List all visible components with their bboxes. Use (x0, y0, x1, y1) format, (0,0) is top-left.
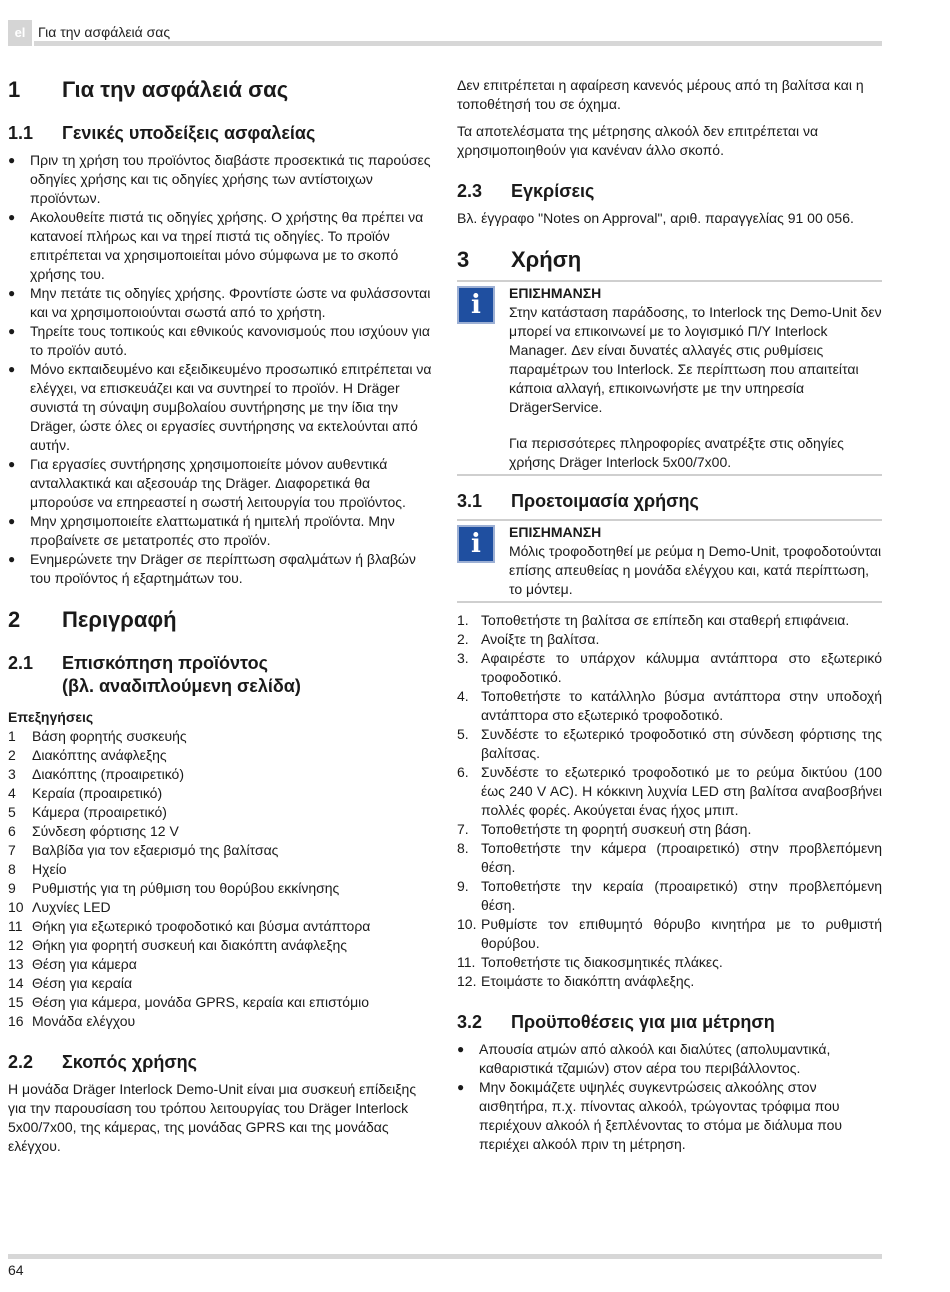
legend-text: Βάση φορητής συσκευής (32, 728, 187, 744)
list-item (457, 630, 882, 649)
list-item (457, 915, 882, 953)
legend-item (8, 993, 433, 1012)
right-column (457, 76, 882, 1154)
info-icon: i (457, 286, 495, 324)
section-number: 2.1 (8, 653, 34, 673)
section-2-3-heading (457, 180, 882, 203)
section-number: 3.2 (457, 1012, 483, 1032)
section-2-2-heading (8, 1051, 433, 1074)
measurement-requirements-list (457, 1040, 882, 1154)
notice-text: Στην κατάσταση παράδοσης, το Interlock της Demo-Unit δεν μπορεί να επικοινωνεί με το λογισμικό Π/Υ Interlock Manager. Δεν είναι δυνατές αλλαγές στις ρυθμίσεις παραμέτρων του Interlock. Σε περίπτωση που απαιτείται κάποια αλλαγή, επικοινωνήστε με την υπηρεσία DrägerService. (509, 304, 882, 415)
running-header-title: Για την ασφάλειά σας (38, 24, 171, 40)
list-item (457, 839, 882, 877)
legend-item (8, 898, 433, 917)
left-column (8, 72, 433, 1156)
preparation-steps (457, 611, 882, 991)
legend-text: Βαλβίδα για τον εξαερισμό της βαλίτσας (32, 842, 279, 858)
section-2-1-heading (8, 652, 433, 698)
legend-item (8, 746, 433, 765)
step-text: Ετοιμάστε το διακόπτη ανάφλεξης. (481, 973, 695, 989)
step-text: Ανοίξτε τη βαλίτσα. (481, 631, 600, 647)
legend-number: 14 (8, 975, 24, 991)
section-number: 1 (8, 77, 21, 102)
list-item: ● Τηρείτε τους τοπικούς και εθνικούς κανονισμούς που ισχύουν για το προϊόν αυτό. (8, 322, 433, 360)
header-rule (34, 41, 882, 46)
step-number: 4. (457, 688, 469, 704)
section-number: 2.2 (8, 1052, 34, 1072)
list-item: ● Μην δοκιμάζετε υψηλές συγκεντρώσεις αλκοόλης στον αισθητήρα, π.χ. πίνοντας αλκοόλ, τρώγοντας τρόφιμα που περιέχουν αλκοόλ ή ξεπλένοντας το στόμα με διάλυμα που περιέχει αλκοόλ πριν τη μέτρηση. (457, 1078, 882, 1154)
footer-rule (8, 1254, 882, 1259)
step-text: Τοποθετήστε τη φορητή συσκευή στη βάση. (481, 821, 752, 837)
list-item: ● Πριν τη χρήση του προϊόντος διαβάστε προσεκτικά τις παρούσες οδηγίες χρήσης και τις οδηγίες χρήσης των αντίστοιχων προϊόντων. (8, 151, 433, 208)
notice-heading: ΕΠΙΣΗΜΑΝΣΗ (509, 524, 602, 540)
list-item (457, 953, 882, 972)
section-title: Εγκρίσεις (511, 181, 595, 201)
step-number: 9. (457, 878, 469, 894)
step-number: 1. (457, 612, 469, 628)
list-item (457, 611, 882, 630)
step-text: Τοποθετήστε την κεραία (προαιρετικό) στην προβλεπόμενη θέση. (481, 878, 882, 913)
section-title: Περιγραφή (62, 607, 177, 632)
legend-list (8, 727, 433, 1031)
section-number: 3 (457, 247, 470, 272)
legend-text: Θήκη για εξωτερικό τροφοδοτικό και βύσμα αντάπτορα (32, 918, 371, 934)
section-title: Χρήση (511, 247, 582, 272)
legend-item (8, 879, 433, 898)
legend-number: 13 (8, 956, 24, 972)
legend-text: Θέση για κάμερα (32, 956, 137, 972)
legend-number: 12 (8, 937, 24, 953)
legend-number: 6 (8, 823, 16, 839)
step-text: Τοποθετήστε το κατάλληλο βύσμα αντάπτορα στην υποδοχή αντάπτορα στο εξωτερικό τροφοδοτικό. (481, 688, 882, 723)
intended-use-paragraph: Η μονάδα Dräger Interlock Demo-Unit είναι μια συσκευή επίδειξης για την παρουσίαση του τρόπου λειτουργίας του Dräger Interlock 5x00/7x00, της κάμερας, της μονάδας GPRS και της μονάδας ελέγχου. (8, 1081, 417, 1154)
section-title-line: (βλ. αναδιπλούμενη σελίδα) (62, 676, 301, 696)
step-number: 6. (457, 764, 469, 780)
legend-text: Θέση για κεραία (32, 975, 133, 991)
notice-box (457, 280, 882, 476)
section-2-heading (8, 606, 433, 634)
step-number: 5. (457, 726, 469, 742)
legend-number: 10 (8, 899, 24, 915)
section-3-1-heading (457, 490, 882, 513)
list-item (457, 725, 882, 763)
section-3-2-heading (457, 1011, 882, 1034)
legend-number: 5 (8, 804, 16, 820)
legend-item (8, 765, 433, 784)
step-number: 3. (457, 650, 469, 666)
legend-heading: Επεξηγήσεις (8, 709, 94, 725)
list-item (457, 972, 882, 991)
intended-use-paragraph: Τα αποτελέσματα της μέτρησης αλκοόλ δεν επιτρέπεται να χρησιμοποιηθούν για κανέναν άλλο σκοπό. (457, 123, 819, 158)
page-number: 64 (8, 1262, 24, 1278)
legend-number: 7 (8, 842, 16, 858)
legend-number: 1 (8, 728, 16, 744)
step-text: Τοποθετήστε την κάμερα (προαιρετικό) στην προβλεπόμενη θέση. (481, 840, 882, 875)
legend-number: 4 (8, 785, 16, 801)
step-text: Τοποθετήστε τη βαλίτσα σε επίπεδη και σταθερή επιφάνεια. (481, 612, 850, 628)
section-title: Προϋποθέσεις για μια μέτρηση (511, 1012, 775, 1032)
step-number: 2. (457, 631, 469, 647)
step-number: 12. (457, 973, 477, 989)
section-1-1-heading (8, 122, 433, 145)
legend-item (8, 803, 433, 822)
list-item (457, 763, 882, 820)
legend-text: Διακόπτης (προαιρετικό) (32, 766, 184, 782)
step-number: 8. (457, 840, 469, 856)
legend-item (8, 955, 433, 974)
legend-number: 16 (8, 1013, 24, 1029)
legend-item (8, 784, 433, 803)
list-item: ● Μην πετάτε τις οδηγίες χρήσης. Φροντίστε ώστε να φυλάσσονται και να χρησιμοποιούνται σωστά από το χρήστη. (8, 284, 433, 322)
section-title-line: Επισκόπηση προϊόντος (62, 653, 268, 673)
section-3-heading (457, 246, 882, 274)
list-item: ● Μην χρησιμοποιείτε ελαττωματικά ή ημιτελή προϊόντα. Μην προβαίνετε σε μετατροπές στο προϊόν. (8, 512, 433, 550)
legend-number: 15 (8, 994, 24, 1010)
legend-item (8, 974, 433, 993)
legend-text: Μονάδα ελέγχου (32, 1013, 136, 1029)
list-item: ● Απουσία ατμών από αλκοόλ και διαλύτες (απολυμαντικά, καθαριστικά τζαμιών) στον αέρα του περιβάλλοντος. (457, 1040, 882, 1078)
intended-use-paragraph: Δεν επιτρέπεται η αφαίρεση κανενός μέρους από τη βαλίτσα και η τοποθέτησή του σε όχημα. (457, 77, 864, 112)
legend-number: 2 (8, 747, 16, 763)
step-number: 7. (457, 821, 469, 837)
legend-number: 8 (8, 861, 16, 877)
legend-item (8, 822, 433, 841)
step-text: Συνδέστε το εξωτερικό τροφοδοτικό στη σύνδεση φόρτισης της βαλίτσας. (481, 726, 882, 761)
section-number: 1.1 (8, 123, 34, 143)
list-item (457, 687, 882, 725)
legend-text: Ηχείο (32, 861, 67, 877)
list-item: ● Ακολουθείτε πιστά τις οδηγίες χρήσης. Ο χρήστης θα πρέπει να κατανοεί πλήρως και να τηρεί πιστά τις οδηγίες. Το προϊόν επιτρέπεται να χρησιμοποιείται μόνο σύμφωνα με το σκοπό χρήσης του. (8, 208, 433, 284)
list-item: ● Για εργασίες συντήρησης χρησιμοποιείτε μόνον αυθεντικά ανταλλακτικά και αξεσουάρ της Dräger. Διαφορετικά θα μπορούσε να επηρεαστεί η σωστή λειτουργία του προϊόντος. (8, 455, 433, 512)
step-text: Αφαιρέστε το υπάρχον κάλυμμα αντάπτορα στο εξωτερικό τροφοδοτικό. (481, 650, 882, 685)
notice-body (509, 523, 882, 599)
step-text: Συνδέστε το εξωτερικό τροφοδοτικό με το ρεύμα δικτύου (100 έως 240 V AC). Η κόκκινη λυχνία LED στη βαλίτσα αναβοσβήνει πολλές φορές. Ακούγεται ένας ήχος μπιπ. (481, 764, 882, 818)
notice-body (509, 284, 882, 472)
section-title: Σκοπός χρήσης (62, 1052, 198, 1072)
legend-item (8, 727, 433, 746)
list-item (457, 820, 882, 839)
safety-instructions-list (8, 151, 433, 588)
legend-text: Διακόπτης ανάφλεξης (32, 747, 167, 763)
legend-text: Λυχνίες LED (32, 899, 111, 915)
section-title: Προετοιμασία χρήσης (511, 491, 699, 511)
notice-heading: ΕΠΙΣΗΜΑΝΣΗ (509, 285, 602, 301)
list-item: ● Ενημερώνετε την Dräger σε περίπτωση σφαλμάτων ή βλαβών του προϊόντος ή εξαρτημάτων του. (8, 550, 433, 588)
info-icon: i (457, 525, 495, 563)
approvals-paragraph: Βλ. έγγραφο "Notes on Approval", αριθ. παραγγελίας 91 00 056. (457, 210, 854, 226)
step-number: 10. (457, 916, 477, 932)
legend-item (8, 860, 433, 879)
legend-text: Ρυθμιστής για τη ρύθμιση του θορύβου εκκίνησης (32, 880, 340, 896)
section-1-heading (8, 76, 433, 104)
list-item (457, 649, 882, 687)
legend-text: Θήκη για φορητή συσκευή και διακόπτη ανάφλεξης (32, 937, 348, 953)
legend-text: Σύνδεση φόρτισης 12 V (32, 823, 179, 839)
step-text: Ρυθμίστε τον επιθυμητό θόρυβο κινητήρα με το ρυθμιστή θορύβου. (481, 916, 882, 951)
section-number: 2 (8, 607, 21, 632)
section-title (62, 652, 301, 698)
section-title: Γενικές υποδείξεις ασφαλείας (62, 123, 316, 143)
legend-text: Θέση για κάμερα, μονάδα GPRS, κεραία και επιστόμιο (32, 994, 370, 1010)
step-text: Τοποθετήστε τις διακοσμητικές πλάκες. (481, 954, 723, 970)
legend-item (8, 936, 433, 955)
notice-text: Για περισσότερες πληροφορίες ανατρέξτε στις οδηγίες χρήσης Dräger Interlock 5x00/7x00. (509, 435, 844, 470)
legend-number: 9 (8, 880, 16, 896)
list-item: ● Μόνο εκπαιδευμένο και εξειδικευμένο προσωπικό επιτρέπεται να ελέγχει, να επισκευάζει και να συντηρεί το προϊόν. Η Dräger συνιστά τη σύναψη συμβολαίου συντήρησης με την ίδια την Dräger, ώστε όλες οι εργασίες συντήρησης να εκτελούνται από αυτήν. (8, 360, 433, 455)
legend-item (8, 841, 433, 860)
legend-item (8, 1012, 433, 1031)
list-item (457, 877, 882, 915)
legend-item (8, 917, 433, 936)
notice-text: Μόλις τροφοδοτηθεί με ρεύμα η Demo-Unit, τροφοδοτούνται επίσης απευθείας η μονάδα ελέγχου και, κατά περίπτωση, το μόντεμ. (509, 543, 882, 597)
legend-number: 11 (8, 918, 23, 934)
legend-text: Κεραία (προαιρετικό) (32, 785, 163, 801)
notice-box (457, 519, 882, 603)
step-number: 11. (457, 954, 476, 970)
language-badge: el (8, 20, 32, 46)
section-number: 2.3 (457, 181, 483, 201)
legend-number: 3 (8, 766, 16, 782)
legend-text: Κάμερα (προαιρετικό) (32, 804, 167, 820)
section-title: Για την ασφάλειά σας (62, 77, 289, 102)
section-number: 3.1 (457, 491, 483, 511)
